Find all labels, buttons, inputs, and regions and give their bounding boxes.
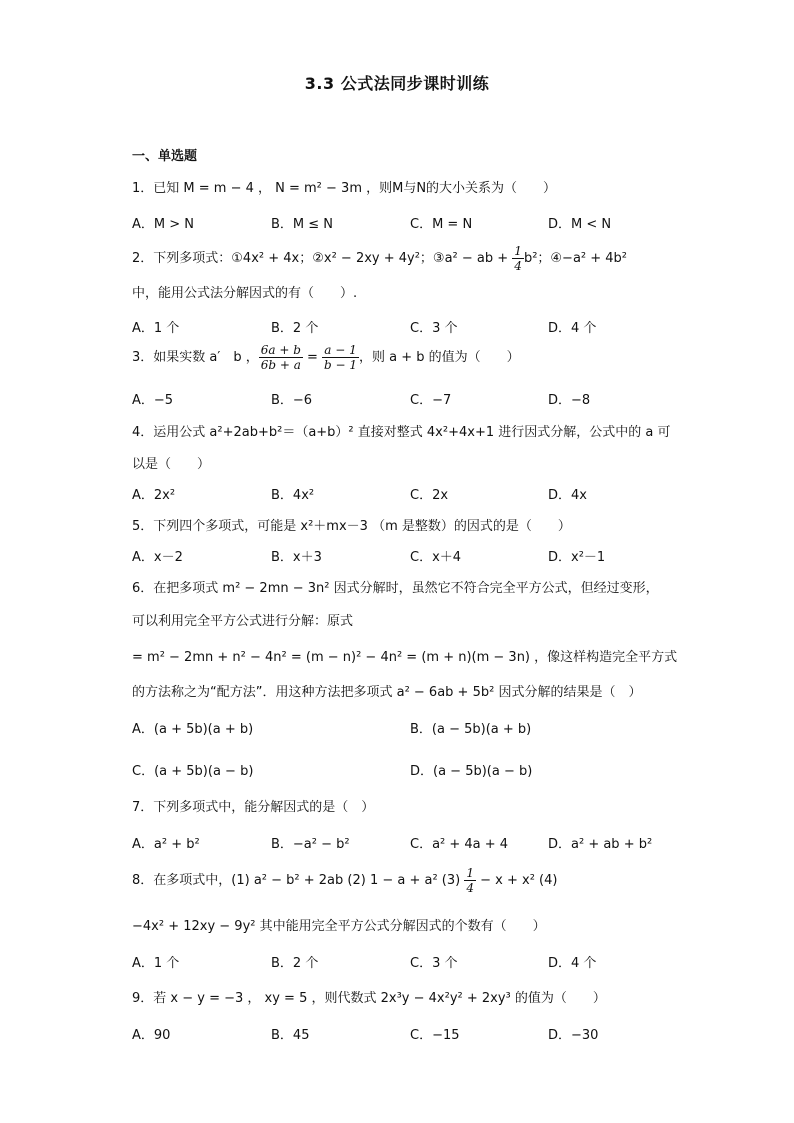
question-6-line-4: 的方法称之为“配方法”．用这种方法把多项式 a² − 6ab + 5b² 因式分解的结果是（ ）: [132, 685, 642, 700]
q8-frac-den: 4: [466, 881, 474, 895]
q7-option-c[interactable]: C．a² + 4a + 4: [410, 837, 509, 852]
q6-option-d[interactable]: D．(a − 5b)(a − b): [410, 764, 533, 779]
q4-option-c[interactable]: C．2x: [410, 488, 449, 503]
q5-option-b[interactable]: B．x＋3: [271, 550, 322, 565]
question-8-line-1: [132, 866, 557, 895]
q2-option-d[interactable]: D．4 个: [548, 321, 597, 336]
q9-option-b[interactable]: B．45: [271, 1028, 310, 1043]
q3-fraction-1: [259, 343, 303, 372]
q5-option-d[interactable]: D．x²－1: [548, 550, 606, 565]
q9-option-a[interactable]: A．90: [132, 1028, 171, 1043]
question-8-line-2: −4x² + 12xy − 9y² 其中能用完全平方公式分解因式的个数有（ ）: [132, 919, 546, 934]
q3-frac2-num: a − 1: [322, 343, 359, 358]
q3-text-a: 3．如果实数 a′ b ，: [132, 350, 259, 365]
q4-option-a[interactable]: A．2x²: [132, 488, 176, 503]
q3-option-c[interactable]: C．−7: [410, 393, 452, 408]
question-7: 7．下列多项式中，能分解因式的是（ ）: [132, 800, 375, 815]
q1-option-c[interactable]: C．M = N: [410, 217, 473, 232]
question-6-line-2: 可以利用完全平方公式进行分解：原式: [132, 614, 354, 629]
q1-option-a[interactable]: A．M > N: [132, 217, 194, 232]
q8-option-c[interactable]: C．3 个: [410, 956, 458, 971]
q3-frac1-den: 6b + a: [260, 358, 301, 372]
q5-option-a[interactable]: A．x－2: [132, 550, 183, 565]
question-3: [132, 343, 520, 372]
q2-frac-num: 1: [514, 244, 522, 258]
question-1: 1．已知 M = m − 4 ， N = m² − 3m ，则M与N的大小关系为（ ）: [132, 181, 557, 196]
q2-fraction: [512, 244, 524, 273]
q7-option-d[interactable]: D．a² + ab + b²: [548, 837, 653, 852]
question-6-line-3: = m² − 2mn + n² − 4n² = (m − n)² − 4n² = (m + n)(m − 3n) ，像这样构造完全平方式: [132, 650, 678, 665]
q8-fraction: [464, 866, 476, 895]
q1-option-d[interactable]: D．M < N: [548, 217, 612, 232]
page-title: 3.3 公式法同步课时训练: [304, 74, 490, 93]
q3-option-d[interactable]: D．−8: [548, 393, 591, 408]
q7-option-b[interactable]: B．−a² − b²: [271, 837, 350, 852]
q9-option-c[interactable]: C．−15: [410, 1028, 460, 1043]
q3-option-a[interactable]: A．−5: [132, 393, 174, 408]
q6-option-c[interactable]: C．(a + 5b)(a − b): [132, 764, 254, 779]
q3-frac1-num: 6a + b: [260, 343, 301, 357]
question-5: 5．下列四个多项式，可能是 x²＋mx－3 （m 是整数）的因式的是（ ）: [132, 519, 571, 534]
question-6-line-1: 6．在把多项式 m² − 2mn − 3n² 因式分解时，虽然它不符合完全平方公式，但经过变形，: [132, 581, 659, 596]
q8-option-d[interactable]: D．4 个: [548, 956, 597, 971]
question-9: 9．若 x − y = −3 ， xy = 5 ，则代数式 2x³y − 4x²y² + 2xy³ 的值为（ ）: [132, 991, 606, 1006]
q6-option-b[interactable]: B．(a − 5b)(a + b): [410, 722, 532, 737]
q8-frac-num: 1: [466, 866, 474, 880]
q2-option-a[interactable]: A．1 个: [132, 321, 180, 336]
q2-option-c[interactable]: C．3 个: [410, 321, 458, 336]
q8-option-b[interactable]: B．2 个: [271, 956, 319, 971]
q7-option-a[interactable]: A．a² + b²: [132, 837, 200, 852]
question-4-line-1: 4．运用公式 a²+2ab+b²＝（a+b）² 直接对整式 4x²+4x+1 进行因式分解，公式中的 a 可: [132, 425, 671, 440]
question-2-line-1: [132, 244, 627, 273]
question-2-line-2: 中，能用公式法分解因式的有（ ）.: [132, 286, 358, 301]
q4-option-b[interactable]: B．4x²: [271, 488, 315, 503]
q2-option-b[interactable]: B．2 个: [271, 321, 319, 336]
q3-fraction-2: [322, 343, 359, 372]
q3-equals: =: [302, 350, 323, 365]
q3-option-b[interactable]: B．−6: [271, 393, 313, 408]
q2-frac-den: 4: [514, 259, 522, 273]
q8-option-a[interactable]: A．1 个: [132, 956, 180, 971]
q3-text-b: ，则 a + b 的值为（ ）: [359, 350, 520, 365]
q9-option-d[interactable]: D．−30: [548, 1028, 599, 1043]
q2-text-a: 2．下列多项式：①4x² + 4x；②x² − 2xy + 4y²；③a² − ab +: [132, 251, 513, 266]
question-4-line-2: 以是（ ）: [132, 457, 211, 472]
q5-option-c[interactable]: C．x＋4: [410, 550, 462, 565]
q1-option-b[interactable]: B．M ≤ N: [271, 217, 334, 232]
q6-option-a[interactable]: A．(a + 5b)(a + b): [132, 722, 254, 737]
q8-text-a: 8．在多项式中，(1) a² − b² + 2ab (2) 1 − a + a² (3): [132, 873, 465, 888]
q3-frac2-den: b − 1: [324, 358, 358, 372]
q4-option-d[interactable]: D．4x: [548, 488, 587, 503]
q8-text-b: − x + x² (4): [476, 873, 558, 888]
section-heading: 一、单选题: [132, 149, 198, 164]
q2-text-b: b²；④−a² + 4b²: [523, 251, 628, 266]
